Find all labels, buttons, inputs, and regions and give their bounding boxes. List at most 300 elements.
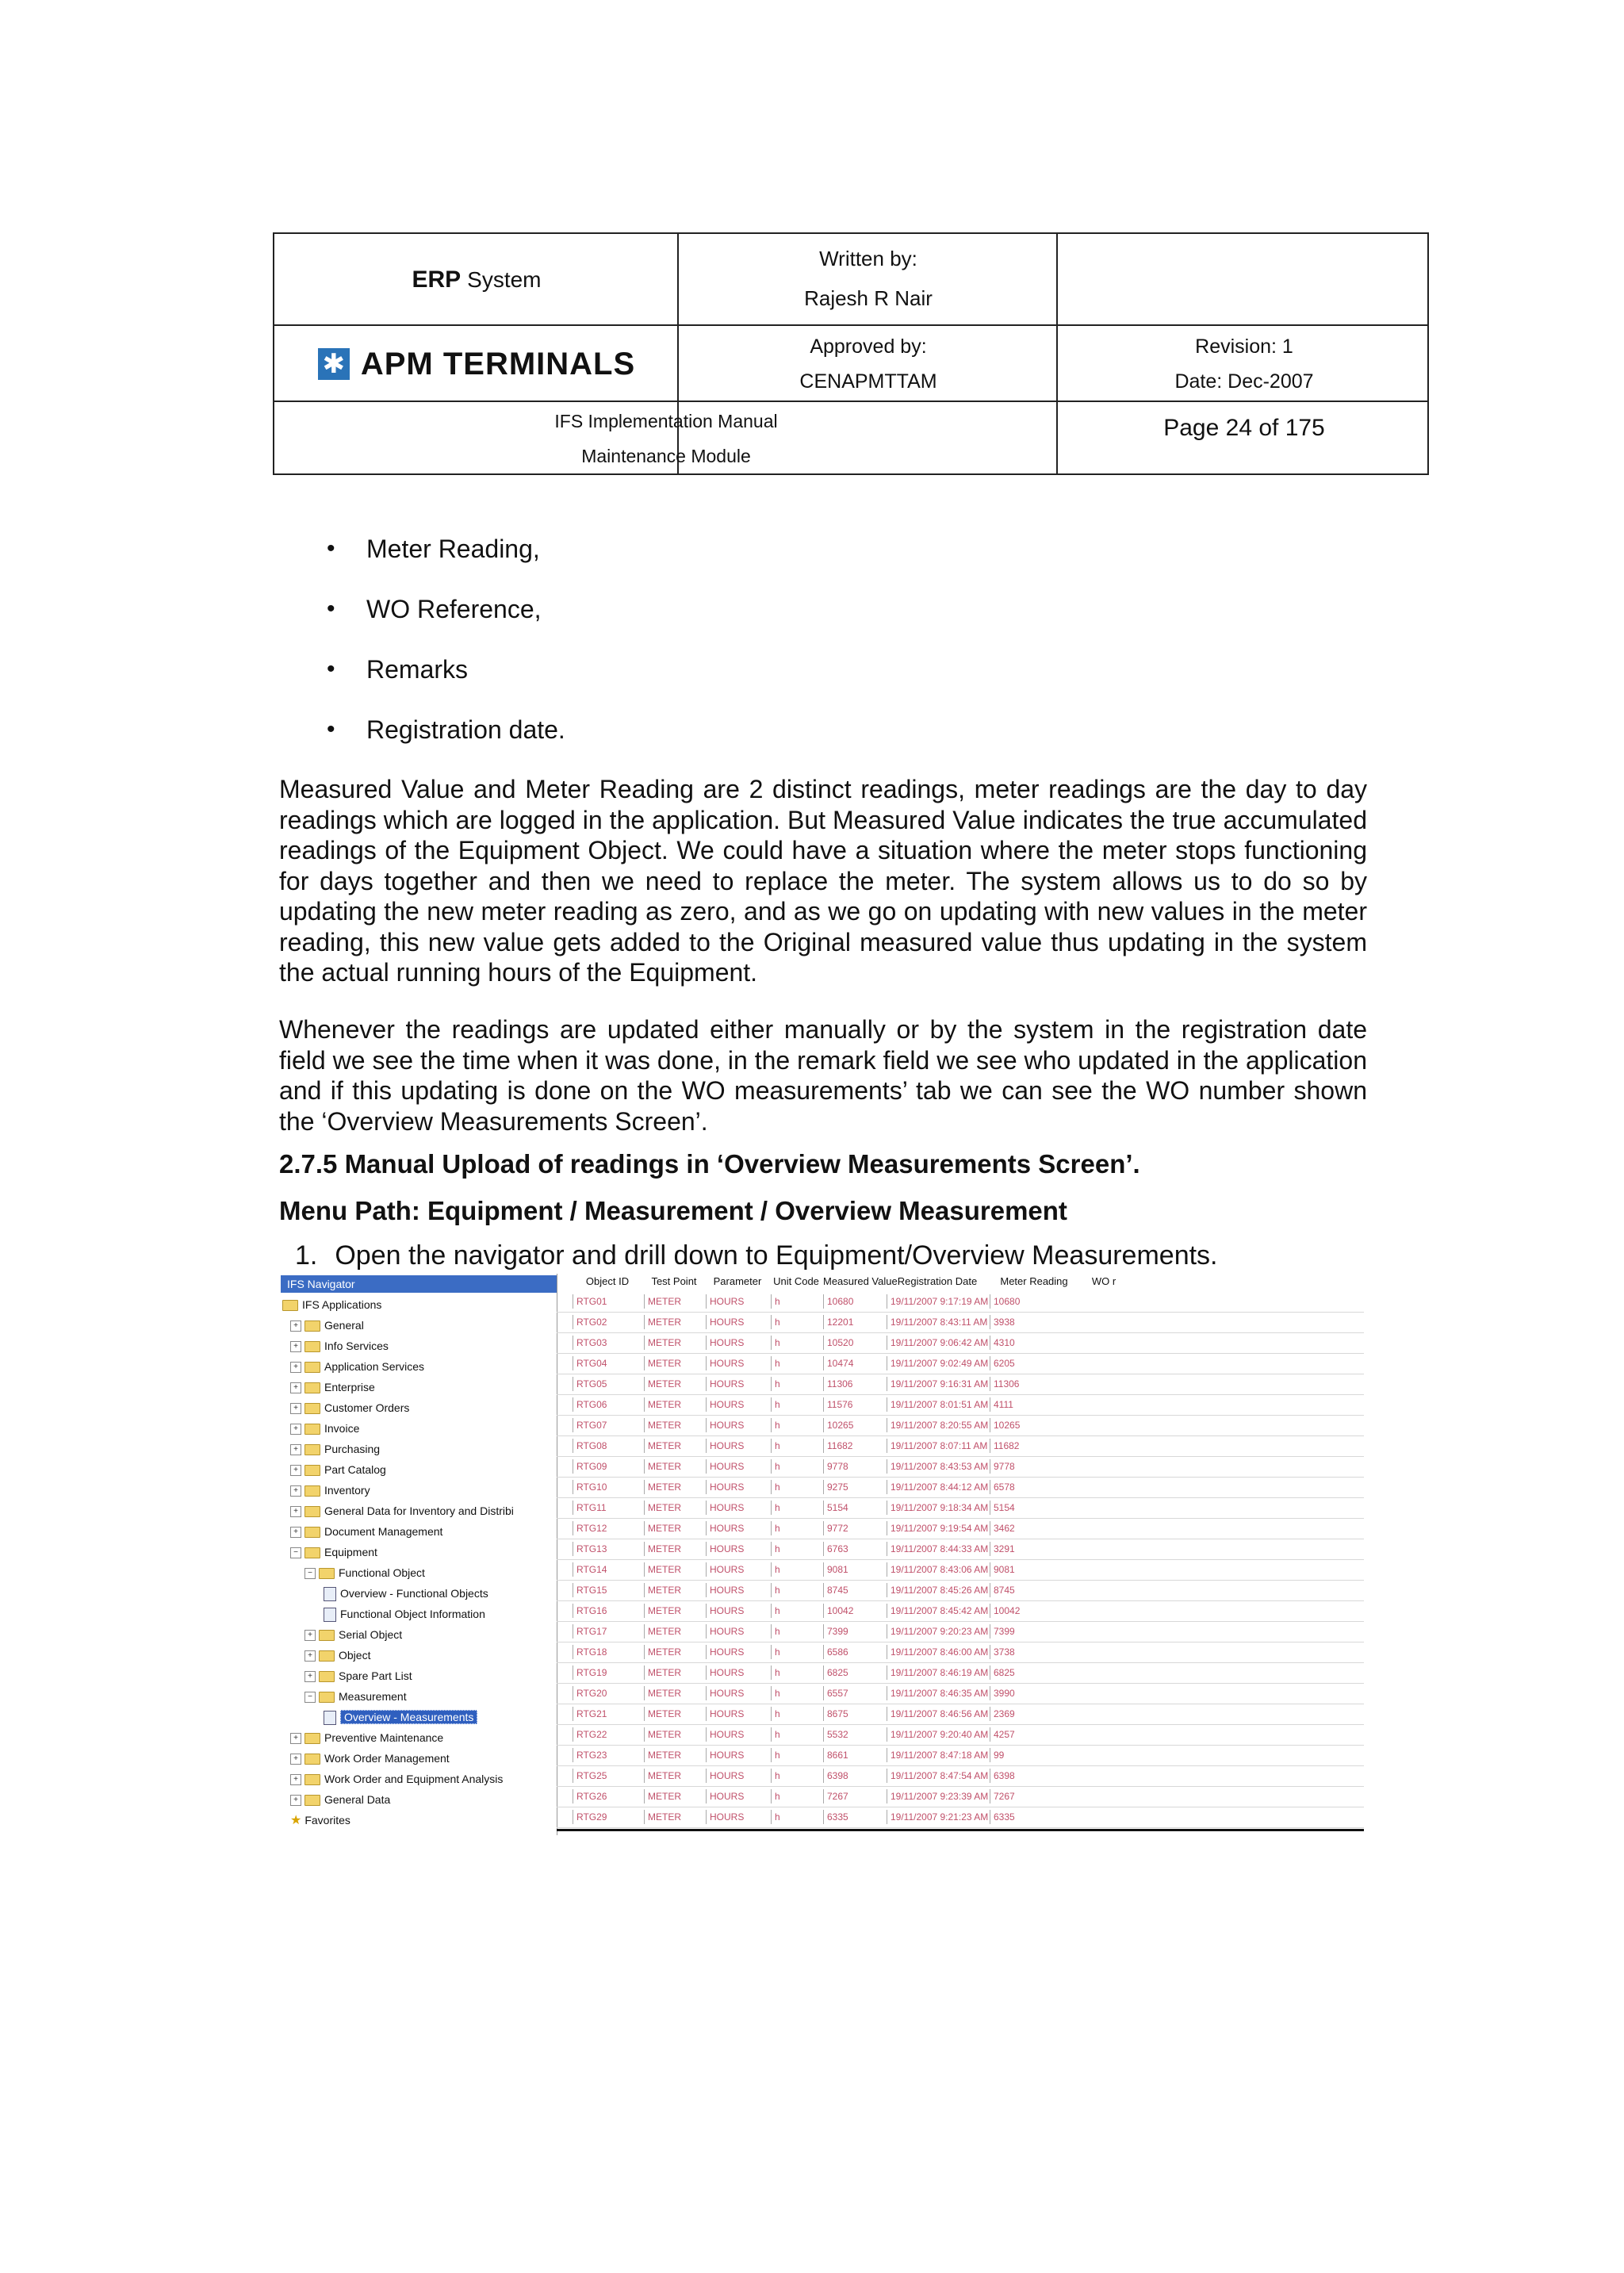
table-cell[interactable]: 19/11/2007 9:19:54 AM — [887, 1521, 988, 1535]
table-cell[interactable]: h — [771, 1604, 822, 1618]
table-cell[interactable]: HOURS — [706, 1542, 769, 1556]
table-cell[interactable]: 10680 — [823, 1294, 885, 1309]
table-cell[interactable]: 9081 — [990, 1562, 1078, 1577]
table-cell[interactable]: METER — [644, 1542, 704, 1556]
table-cell[interactable]: RTG15 — [573, 1583, 642, 1597]
navigator-tree — [278, 1294, 557, 1830]
table-cell[interactable]: 6335 — [990, 1810, 1078, 1824]
table-cell[interactable]: RTG14 — [573, 1562, 642, 1577]
expand-icon[interactable]: + — [290, 1485, 301, 1497]
table-row[interactable] — [557, 1374, 1364, 1395]
table-cell[interactable]: HOURS — [706, 1521, 769, 1535]
table-cell[interactable]: HOURS — [706, 1459, 769, 1474]
table-cell[interactable]: HOURS — [706, 1377, 769, 1391]
table-row[interactable] — [557, 1394, 1364, 1416]
navigator-item[interactable] — [278, 1315, 557, 1336]
table-row[interactable] — [557, 1807, 1364, 1828]
navigator-item[interactable] — [278, 1583, 557, 1604]
table-row[interactable] — [557, 1539, 1364, 1560]
table-cell[interactable]: METER — [644, 1727, 704, 1742]
table-cell[interactable]: HOURS — [706, 1418, 769, 1432]
table-cell[interactable]: HOURS — [706, 1480, 769, 1494]
approved-by-name: CENAPMTTAM — [799, 370, 937, 393]
table-cell[interactable]: HOURS — [706, 1583, 769, 1597]
expand-icon[interactable]: + — [290, 1403, 301, 1414]
table-cell[interactable]: RTG26 — [573, 1789, 642, 1803]
folder-icon — [304, 1444, 320, 1455]
navigator-item-label: IFS Applications — [302, 1298, 382, 1311]
navigator-item[interactable] — [278, 1604, 557, 1624]
blank-header-cell — [1058, 234, 1431, 326]
table-cell[interactable]: 10520 — [823, 1336, 885, 1350]
expand-icon[interactable]: + — [304, 1650, 316, 1662]
navigator-item-label: Purchasing — [324, 1443, 381, 1455]
navigator-item[interactable] — [278, 1459, 557, 1480]
navigator-item[interactable] — [278, 1439, 557, 1459]
navigator-item[interactable] — [278, 1748, 557, 1769]
star-icon: ✱ — [318, 348, 350, 380]
table-cell[interactable]: 6825 — [823, 1665, 885, 1680]
table-cell[interactable]: METER — [644, 1315, 704, 1329]
table-cell[interactable]: h — [771, 1501, 822, 1515]
table-row[interactable] — [557, 1312, 1364, 1333]
company-logo — [274, 326, 679, 402]
table-cell[interactable]: 10265 — [990, 1418, 1078, 1432]
table-row[interactable] — [557, 1642, 1364, 1663]
table-cell[interactable]: METER — [644, 1521, 704, 1535]
navigator-item-label: Measurement — [339, 1690, 407, 1703]
table-cell[interactable]: METER — [644, 1810, 704, 1824]
table-row[interactable] — [557, 1621, 1364, 1642]
table-cell[interactable]: RTG04 — [573, 1356, 642, 1370]
table-cell[interactable]: METER — [644, 1665, 704, 1680]
folder-icon — [304, 1382, 320, 1393]
table-row[interactable] — [557, 1456, 1364, 1478]
table-cell[interactable]: METER — [644, 1418, 704, 1432]
table-cell[interactable]: 5532 — [823, 1727, 885, 1742]
navigator-item-label: Preventive Maintenance — [324, 1731, 444, 1744]
table-cell[interactable]: 99 — [990, 1748, 1078, 1762]
expand-icon[interactable]: + — [290, 1527, 301, 1538]
table-row[interactable] — [557, 1559, 1364, 1581]
expand-icon[interactable]: + — [290, 1774, 301, 1785]
ifs-navigator-panel — [278, 1274, 557, 1835]
table-cell[interactable]: h — [771, 1356, 822, 1370]
table-cell[interactable]: 3738 — [990, 1645, 1078, 1659]
table-cell[interactable]: h — [771, 1480, 822, 1494]
navigator-item[interactable] — [278, 1665, 557, 1686]
table-row[interactable] — [557, 1518, 1364, 1539]
table-cell[interactable]: METER — [644, 1480, 704, 1494]
table-cell[interactable]: 3938 — [990, 1315, 1078, 1329]
table-cell[interactable]: 19/11/2007 9:20:23 AM — [887, 1624, 988, 1639]
table-cell[interactable]: 10042 — [990, 1604, 1078, 1618]
table-cell[interactable]: 5154 — [990, 1501, 1078, 1515]
table-cell[interactable]: 6335 — [823, 1810, 885, 1824]
navigator-item[interactable] — [278, 1501, 557, 1521]
written-by-label: Written by: — [819, 247, 917, 270]
table-cell[interactable]: 10474 — [823, 1356, 885, 1370]
table-cell[interactable]: METER — [644, 1769, 704, 1783]
table-cell[interactable]: 19/11/2007 9:17:19 AM — [887, 1294, 988, 1309]
table-cell[interactable]: 19/11/2007 8:45:26 AM — [887, 1583, 988, 1597]
table-cell[interactable]: 19/11/2007 8:01:51 AM — [887, 1397, 988, 1412]
table-cell[interactable]: h — [771, 1521, 822, 1535]
table-cell[interactable]: h — [771, 1769, 822, 1783]
table-row[interactable] — [557, 1765, 1364, 1787]
table-cell[interactable]: 6763 — [823, 1542, 885, 1556]
expand-icon[interactable]: + — [290, 1424, 301, 1435]
navigator-item[interactable] — [278, 1645, 557, 1665]
column-header[interactable]: Registration Date — [897, 1275, 978, 1287]
table-cell[interactable]: 19/11/2007 9:21:23 AM — [887, 1810, 988, 1824]
table-cell[interactable]: 19/11/2007 8:44:12 AM — [887, 1480, 988, 1494]
table-row[interactable] — [557, 1662, 1364, 1684]
folder-icon — [304, 1754, 320, 1765]
folder-icon — [304, 1795, 320, 1806]
table-cell[interactable]: 10042 — [823, 1604, 885, 1618]
folder-icon — [319, 1671, 335, 1682]
table-row[interactable] — [557, 1683, 1364, 1704]
table-cell[interactable]: 6205 — [990, 1356, 1078, 1370]
navigator-item[interactable] — [278, 1521, 557, 1542]
table-cell[interactable]: HOURS — [706, 1336, 769, 1350]
table-cell[interactable]: h — [771, 1583, 822, 1597]
expand-icon[interactable]: + — [304, 1630, 316, 1641]
table-cell[interactable]: 19/11/2007 8:43:53 AM — [887, 1459, 988, 1474]
table-cell[interactable]: HOURS — [706, 1769, 769, 1783]
table-cell[interactable]: 19/11/2007 8:47:18 AM — [887, 1748, 988, 1762]
table-cell[interactable]: 19/11/2007 8:44:33 AM — [887, 1542, 988, 1556]
revision: Revision: 1 — [1195, 335, 1293, 358]
table-cell[interactable]: METER — [644, 1294, 704, 1309]
table-cell[interactable]: 19/11/2007 9:16:31 AM — [887, 1377, 988, 1391]
table-cell[interactable]: HOURS — [706, 1501, 769, 1515]
table-cell[interactable]: METER — [644, 1562, 704, 1577]
table-cell[interactable]: 12201 — [823, 1315, 885, 1329]
table-row[interactable] — [557, 1786, 1364, 1807]
folder-icon — [304, 1733, 320, 1744]
table-cell[interactable]: HOURS — [706, 1562, 769, 1577]
column-header[interactable]: Test Point — [651, 1275, 697, 1287]
grid-header — [557, 1274, 1364, 1290]
table-cell[interactable]: RTG18 — [573, 1645, 642, 1659]
table-cell[interactable]: h — [771, 1624, 822, 1639]
table-cell[interactable]: 5154 — [823, 1501, 885, 1515]
written-by-cell — [679, 234, 1058, 326]
table-cell[interactable]: h — [771, 1542, 822, 1556]
table-cell[interactable]: 8745 — [823, 1583, 885, 1597]
navigator-item[interactable] — [278, 1810, 557, 1830]
table-cell[interactable]: RTG23 — [573, 1748, 642, 1762]
table-cell[interactable]: 19/11/2007 8:43:11 AM — [887, 1315, 988, 1329]
table-cell[interactable]: 19/11/2007 9:06:42 AM — [887, 1336, 988, 1350]
table-cell[interactable]: 7267 — [990, 1789, 1078, 1803]
table-cell[interactable]: HOURS — [706, 1686, 769, 1700]
table-cell[interactable]: h — [771, 1562, 822, 1577]
field-bullet-list — [317, 533, 565, 774]
table-cell[interactable]: 19/11/2007 8:43:06 AM — [887, 1562, 988, 1577]
table-cell[interactable]: HOURS — [706, 1294, 769, 1309]
table-cell[interactable]: HOURS — [706, 1604, 769, 1618]
navigator-item[interactable] — [278, 1769, 557, 1789]
table-cell[interactable]: 19/11/2007 9:18:34 AM — [887, 1501, 988, 1515]
table-row[interactable] — [557, 1497, 1364, 1519]
navigator-item[interactable] — [278, 1562, 557, 1583]
table-cell[interactable]: 19/11/2007 8:46:56 AM — [887, 1707, 988, 1721]
navigator-item[interactable] — [278, 1707, 557, 1727]
table-cell[interactable]: h — [771, 1789, 822, 1803]
table-cell[interactable]: RTG13 — [573, 1542, 642, 1556]
table-cell[interactable]: METER — [644, 1748, 704, 1762]
table-cell[interactable]: RTG20 — [573, 1686, 642, 1700]
table-cell[interactable]: RTG11 — [573, 1501, 642, 1515]
column-header[interactable]: WO r — [1091, 1275, 1116, 1287]
table-row[interactable] — [557, 1353, 1364, 1374]
navigator-item[interactable] — [278, 1336, 557, 1356]
table-cell[interactable]: HOURS — [706, 1789, 769, 1803]
table-cell[interactable]: 9081 — [823, 1562, 885, 1577]
table-cell[interactable]: 6398 — [990, 1769, 1078, 1783]
table-cell[interactable]: 10680 — [990, 1294, 1078, 1309]
table-cell[interactable]: h — [771, 1645, 822, 1659]
table-cell[interactable]: METER — [644, 1583, 704, 1597]
table-cell[interactable]: 2369 — [990, 1707, 1078, 1721]
table-cell[interactable]: 10265 — [823, 1418, 885, 1432]
step-text: Open the navigator and drill down to Equipment/Overview Measurements. — [335, 1240, 1218, 1271]
folder-icon — [304, 1485, 320, 1497]
table-cell[interactable]: METER — [644, 1686, 704, 1700]
collapse-icon[interactable]: − — [304, 1692, 316, 1703]
section-heading: 2.7.5 Manual Upload of readings in ‘Overview Measurements Screen’. — [279, 1149, 1140, 1179]
table-cell[interactable]: h — [771, 1418, 822, 1432]
column-header[interactable]: Measured Value — [823, 1275, 898, 1287]
table-cell[interactable]: 6398 — [823, 1769, 885, 1783]
table-cell[interactable]: 4111 — [990, 1397, 1078, 1412]
table-cell[interactable]: 11576 — [823, 1397, 885, 1412]
table-cell[interactable]: RTG29 — [573, 1810, 642, 1824]
manual-title: IFS Implementation Manual — [554, 411, 778, 431]
table-cell[interactable]: RTG16 — [573, 1604, 642, 1618]
expand-icon[interactable]: + — [290, 1320, 301, 1332]
table-cell[interactable]: RTG25 — [573, 1769, 642, 1783]
navigator-item[interactable] — [278, 1418, 557, 1439]
table-cell[interactable]: h — [771, 1810, 822, 1824]
expand-icon[interactable]: + — [304, 1671, 316, 1682]
table-cell[interactable]: HOURS — [706, 1810, 769, 1824]
table-cell[interactable]: RTG22 — [573, 1727, 642, 1742]
expand-icon[interactable]: + — [290, 1733, 301, 1744]
table-cell[interactable]: HOURS — [706, 1727, 769, 1742]
table-cell[interactable]: 4310 — [990, 1336, 1078, 1350]
navigator-title: IFS Navigator — [281, 1275, 557, 1293]
table-cell[interactable]: h — [771, 1397, 822, 1412]
table-cell[interactable]: RTG10 — [573, 1480, 642, 1494]
ifs-screenshot — [278, 1274, 1364, 1835]
navigator-item-label: Functional Object — [339, 1566, 425, 1579]
table-cell[interactable]: 19/11/2007 8:20:55 AM — [887, 1418, 988, 1432]
table-cell[interactable]: HOURS — [706, 1707, 769, 1721]
expand-icon[interactable]: + — [290, 1465, 301, 1476]
table-cell[interactable]: 19/11/2007 9:02:49 AM — [887, 1356, 988, 1370]
table-cell[interactable]: HOURS — [706, 1315, 769, 1329]
folder-icon — [304, 1320, 320, 1332]
expand-icon[interactable]: + — [290, 1795, 301, 1806]
table-cell[interactable]: 11682 — [990, 1439, 1078, 1453]
table-cell[interactable]: 8661 — [823, 1748, 885, 1762]
table-cell[interactable]: 19/11/2007 9:20:40 AM — [887, 1727, 988, 1742]
list-item: • Registration date. — [317, 714, 565, 774]
table-cell[interactable]: h — [771, 1315, 822, 1329]
table-cell[interactable]: h — [771, 1459, 822, 1474]
table-cell[interactable]: METER — [644, 1439, 704, 1453]
navigator-item-label: Work Order Management — [324, 1752, 450, 1765]
table-cell[interactable]: 19/11/2007 8:46:00 AM — [887, 1645, 988, 1659]
table-cell[interactable]: 9778 — [823, 1459, 885, 1474]
page-number: Page 24 of 175 — [1163, 415, 1325, 441]
table-cell[interactable]: 8745 — [990, 1583, 1078, 1597]
table-cell[interactable]: RTG12 — [573, 1521, 642, 1535]
table-cell[interactable]: h — [771, 1748, 822, 1762]
table-cell[interactable]: RTG01 — [573, 1294, 642, 1309]
column-header[interactable]: Unit Code — [773, 1275, 819, 1287]
table-cell[interactable]: HOURS — [706, 1439, 769, 1453]
table-cell[interactable]: RTG17 — [573, 1624, 642, 1639]
table-cell[interactable]: 11306 — [990, 1377, 1078, 1391]
table-cell[interactable]: HOURS — [706, 1645, 769, 1659]
table-cell[interactable]: 7399 — [990, 1624, 1078, 1639]
table-cell[interactable]: HOURS — [706, 1665, 769, 1680]
navigator-item-label: Spare Part List — [339, 1669, 412, 1682]
table-row[interactable] — [557, 1332, 1364, 1354]
table-cell[interactable]: 11682 — [823, 1439, 885, 1453]
table-cell[interactable]: h — [771, 1377, 822, 1391]
navigator-item-label: Object — [339, 1649, 371, 1662]
table-cell[interactable]: h — [771, 1336, 822, 1350]
table-cell[interactable]: RTG09 — [573, 1459, 642, 1474]
table-cell[interactable]: h — [771, 1707, 822, 1721]
table-cell[interactable]: 7267 — [823, 1789, 885, 1803]
table-cell[interactable]: 19/11/2007 8:46:19 AM — [887, 1665, 988, 1680]
table-cell[interactable]: 7399 — [823, 1624, 885, 1639]
collapse-icon[interactable]: − — [290, 1547, 301, 1558]
navigator-item-label: Document Management — [324, 1525, 443, 1538]
table-cell[interactable]: 19/11/2007 8:46:35 AM — [887, 1686, 988, 1700]
table-cell[interactable]: 9778 — [990, 1459, 1078, 1474]
table-cell[interactable]: RTG02 — [573, 1315, 642, 1329]
table-cell[interactable]: METER — [644, 1624, 704, 1639]
table-cell[interactable]: h — [771, 1727, 822, 1742]
expand-icon[interactable]: + — [290, 1362, 301, 1373]
table-cell[interactable]: METER — [644, 1459, 704, 1474]
navigator-item[interactable] — [278, 1356, 557, 1377]
expand-icon[interactable]: + — [290, 1444, 301, 1455]
table-row[interactable] — [557, 1745, 1364, 1766]
column-header[interactable]: Object ID — [585, 1275, 630, 1287]
table-cell[interactable]: RTG07 — [573, 1418, 642, 1432]
table-cell[interactable]: 19/11/2007 8:07:11 AM — [887, 1439, 988, 1453]
navigator-item[interactable] — [278, 1789, 557, 1810]
table-row[interactable] — [557, 1724, 1364, 1746]
table-cell[interactable]: 19/11/2007 9:23:39 AM — [887, 1789, 988, 1803]
navigator-item[interactable] — [278, 1542, 557, 1562]
table-row[interactable] — [557, 1415, 1364, 1436]
table-cell[interactable]: 3462 — [990, 1521, 1078, 1535]
table-cell[interactable]: METER — [644, 1397, 704, 1412]
table-cell[interactable]: METER — [644, 1789, 704, 1803]
table-cell[interactable]: 8675 — [823, 1707, 885, 1721]
navigator-item[interactable] — [278, 1727, 557, 1748]
table-cell[interactable]: 6578 — [990, 1480, 1078, 1494]
table-row[interactable] — [557, 1291, 1364, 1313]
table-cell[interactable]: HOURS — [706, 1748, 769, 1762]
table-row[interactable] — [557, 1600, 1364, 1622]
table-cell[interactable]: h — [771, 1686, 822, 1700]
table-cell[interactable]: 3990 — [990, 1686, 1078, 1700]
table-cell[interactable]: 6586 — [823, 1645, 885, 1659]
table-cell[interactable]: 19/11/2007 8:47:54 AM — [887, 1769, 988, 1783]
table-cell[interactable]: METER — [644, 1377, 704, 1391]
table-cell[interactable]: RTG08 — [573, 1439, 642, 1453]
table-cell[interactable]: HOURS — [706, 1397, 769, 1412]
table-cell[interactable]: METER — [644, 1356, 704, 1370]
table-cell[interactable]: RTG05 — [573, 1377, 642, 1391]
navigator-item[interactable] — [278, 1480, 557, 1501]
table-cell[interactable]: METER — [644, 1336, 704, 1350]
column-header[interactable]: Parameter — [713, 1275, 762, 1287]
expand-icon[interactable]: + — [290, 1754, 301, 1765]
table-row[interactable] — [557, 1477, 1364, 1498]
table-cell[interactable]: METER — [644, 1501, 704, 1515]
table-cell[interactable]: 19/11/2007 8:45:42 AM — [887, 1604, 988, 1618]
table-cell[interactable]: 6825 — [990, 1665, 1078, 1680]
table-cell[interactable]: RTG03 — [573, 1336, 642, 1350]
table-cell[interactable]: METER — [644, 1604, 704, 1618]
table-cell[interactable]: HOURS — [706, 1624, 769, 1639]
table-row[interactable] — [557, 1435, 1364, 1457]
table-cell[interactable]: 11306 — [823, 1377, 885, 1391]
table-cell[interactable]: RTG21 — [573, 1707, 642, 1721]
table-row[interactable] — [557, 1580, 1364, 1601]
navigator-item[interactable] — [278, 1377, 557, 1397]
expand-icon[interactable]: + — [290, 1506, 301, 1517]
navigator-item[interactable] — [278, 1624, 557, 1645]
table-row[interactable] — [557, 1704, 1364, 1725]
navigator-item[interactable] — [278, 1294, 557, 1315]
navigator-item[interactable] — [278, 1686, 557, 1707]
table-cell[interactable]: METER — [644, 1645, 704, 1659]
expand-icon[interactable]: + — [290, 1382, 301, 1393]
table-cell[interactable]: h — [771, 1439, 822, 1453]
logo-text: APM TERMINALS — [360, 346, 636, 381]
table-cell[interactable]: HOURS — [706, 1356, 769, 1370]
table-cell[interactable]: 3291 — [990, 1542, 1078, 1556]
table-cell[interactable]: h — [771, 1294, 822, 1309]
expand-icon[interactable]: + — [290, 1341, 301, 1352]
table-cell[interactable]: 9275 — [823, 1480, 885, 1494]
collapse-icon[interactable]: − — [304, 1568, 316, 1579]
table-cell[interactable]: METER — [644, 1707, 704, 1721]
table-cell[interactable]: RTG19 — [573, 1665, 642, 1680]
navigator-item-label: Customer Orders — [324, 1401, 410, 1414]
table-cell[interactable]: h — [771, 1665, 822, 1680]
table-cell[interactable]: RTG06 — [573, 1397, 642, 1412]
table-cell[interactable]: 9772 — [823, 1521, 885, 1535]
table-cell[interactable]: 6557 — [823, 1686, 885, 1700]
column-header[interactable]: Meter Reading — [1000, 1275, 1068, 1287]
navigator-item[interactable] — [278, 1397, 557, 1418]
table-cell[interactable]: 4257 — [990, 1727, 1078, 1742]
